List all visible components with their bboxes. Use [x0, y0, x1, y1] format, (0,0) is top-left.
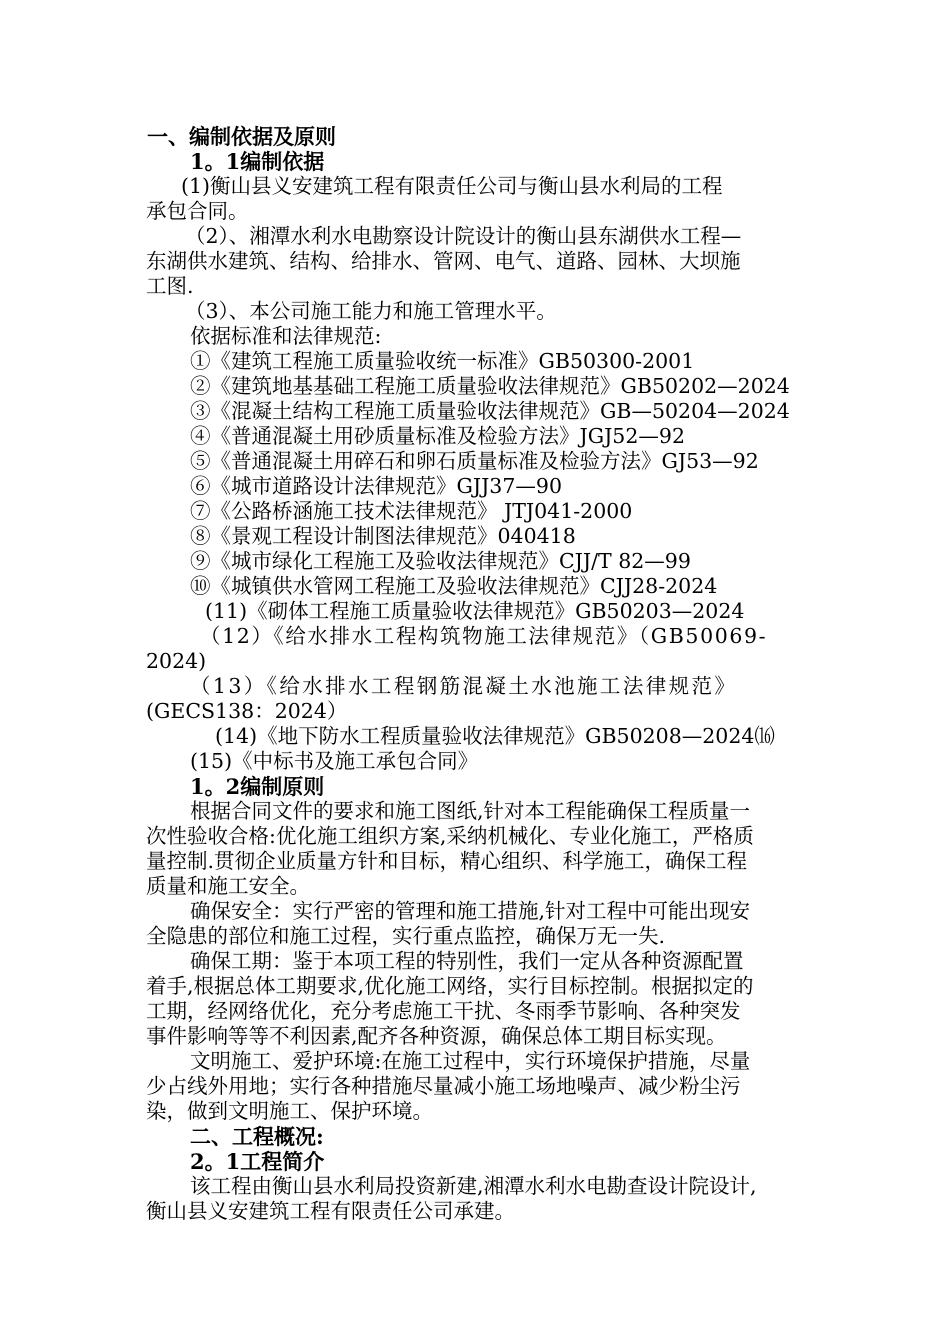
standard-item-continued: (GECS138：2024） — [146, 699, 348, 723]
principle-line: 次性验收合格:优化施工组织方案,采纳机械化、专业化施工，严格质 — [146, 824, 754, 848]
subsection-1-1-heading: 1。1编制依据 — [190, 149, 325, 174]
standard-item: ⑧《景观工程设计制图法律规范》040418 — [190, 524, 576, 548]
standard-item: ④《普通混凝土用砂质量标准及检验方法》JGJ52—92 — [190, 424, 685, 448]
standard-item: (11)《砌体工程施工质量验收法律规范》GB50203—2024 — [205, 599, 745, 623]
section-1-heading: 一、编制依据及原则 — [147, 124, 336, 149]
standard-item: ⑤《普通混凝土用碎石和卵石质量标准及检验方法》GJ53—92 — [190, 449, 759, 473]
standard-item: （12）《给水排水工程构筑物施工法律规范》（GB50069- — [200, 624, 768, 648]
principle-line: 工期，经网络优化，充分考虑施工干扰、冬雨季节影响、各种突发 — [146, 999, 741, 1023]
principle-line: 染，做到文明施工、保护环境。 — [146, 1099, 433, 1123]
principle-line: 根据合同文件的要求和施工图纸,针对本工程能确保工程质量一 — [190, 799, 751, 823]
principle-line: 少占线外用地；实行各种措施尽量减小施工场地噪声、减少粉尘污 — [146, 1074, 741, 1098]
standard-item: ①《建筑工程施工质量验收统一标准》GB50300-2001 — [190, 349, 695, 373]
basis-item-2-line-2: 东湖供水建筑、结构、给排水、管网、电气、道路、园林、大坝施 — [146, 249, 741, 273]
standard-item: ⑦《公路桥涵施工技术法律规范》 JTJ041-2000 — [190, 499, 633, 523]
principle-line: 确保安全：实行严密的管理和施工措施,针对工程中可能出现安 — [190, 899, 751, 923]
standard-item: ⑥《城市道路设计法律规范》GJJ37—90 — [190, 474, 562, 498]
subsection-1-2-heading: 1。2编制原则 — [190, 774, 325, 799]
principle-line: 全隐患的部位和施工过程，实行重点监控，确保万无一失. — [146, 924, 666, 948]
principle-line: 质量和施工安全。 — [146, 874, 310, 898]
basis-item-2-line-1: （2）、湘潭水利水电勘察设计院设计的衡山县东湖供水工程— — [185, 224, 742, 248]
standards-intro: 依据标准和法律规范: — [190, 324, 382, 348]
standard-item: （13）《给水排水工程钢筋混凝土水池施工法律规范》 — [190, 674, 738, 698]
principle-line: 着手,根据总体工期要求,优化施工网络，实行目标控制。根据拟定的 — [146, 974, 754, 998]
basis-item-1-line-1: (1)衡山县义安建筑工程有限责任公司与衡山县水利局的工程 — [181, 174, 723, 198]
subsection-2-1-heading: 2。1工程简介 — [190, 1149, 325, 1174]
standard-item: ③《混凝土结构工程施工质量验收法律规范》GB—50204—2024 — [190, 399, 790, 423]
standard-item: ②《建筑地基基础工程施工质量验收法律规范》GB50202—2024 — [190, 374, 790, 398]
principle-line: 量控制.贯彻企业质量方针和目标，精心组织、科学施工，确保工程 — [146, 849, 748, 873]
principle-line: 文明施工、爱护环境:在施工过程中，实行环境保护措施，尽量 — [190, 1049, 751, 1073]
standard-item: (15)《中标书及施工承包合同》 — [190, 749, 479, 773]
basis-item-1-line-2: 承包合同。 — [146, 199, 249, 223]
standard-item: ⑩《城镇供水管网工程施工及验收法律规范》CJJ28-2024 — [190, 574, 718, 598]
intro-line: 衡山县义安建筑工程有限责任公司承建。 — [146, 1199, 515, 1223]
section-2-heading: 二、工程概况: — [190, 1124, 324, 1149]
intro-line: 该工程由衡山县水利局投资新建,湘潭水利水电勘查设计院设计, — [190, 1174, 757, 1198]
standard-item: (14)《地下防水工程质量验收法律规范》GB50208—2024⒃ — [215, 724, 775, 748]
standard-item-continued: 2024) — [146, 649, 207, 673]
principle-line: 确保工期：鉴于本项工程的特别性，我们一定从各种资源配置 — [190, 949, 744, 973]
standard-item: ⑨《城市绿化工程施工及验收法律规范》CJJ/T 82—99 — [190, 549, 691, 573]
principle-line: 事件影响等等不利因素,配齐各种资源，确保总体工期目标实现。 — [146, 1024, 727, 1048]
basis-item-3: （3）、本公司施工能力和施工管理水平。 — [185, 299, 557, 323]
basis-item-2-line-3: 工图. — [146, 274, 194, 298]
